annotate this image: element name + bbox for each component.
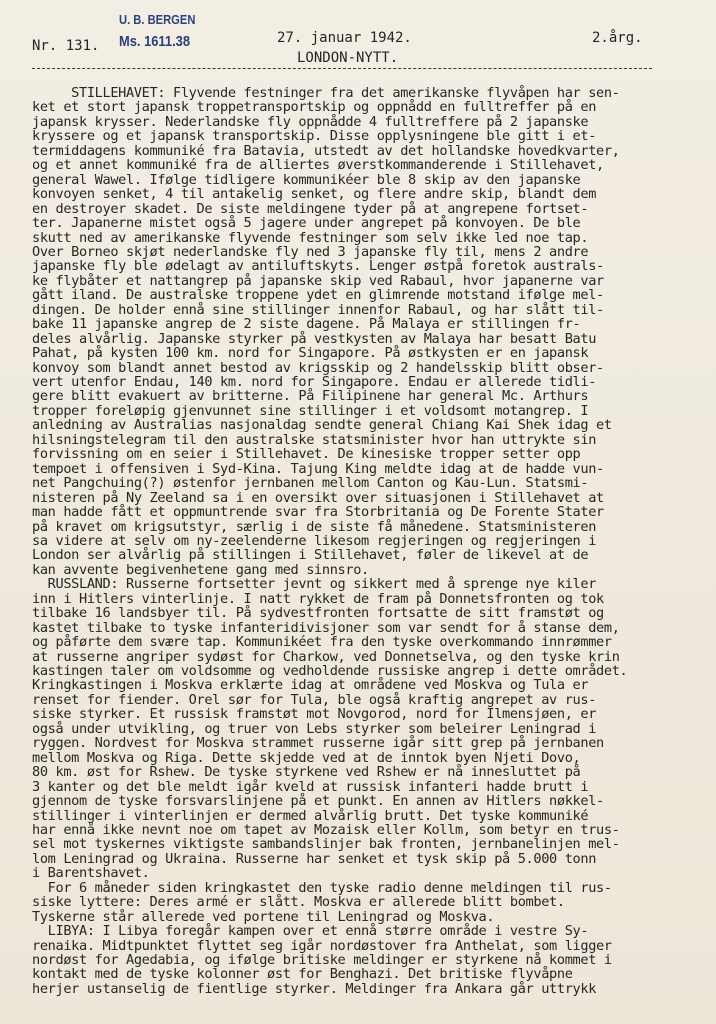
text-line: i Barentshavet. <box>32 865 150 882</box>
text-line: hilsningstelegram til den australske statsminister hvor han uttrykte sin <box>32 431 597 448</box>
text-line: siske lyttere: Deres armé er slått. Moskva er allerede blitt bombet. <box>32 894 565 911</box>
text-line: Tyskerne står allerede ved portene til Leningrad og Moskva. <box>32 908 495 925</box>
stamp-accession: Ms. 1611.38 <box>119 33 191 50</box>
text-line: inn i Hitlers vinterlinje. I natt rykket de fram på Donnetsfronten og tok <box>32 590 604 607</box>
text-line: bake 11 japanske angrep de 2 siste dagene. På Malaya er stillingen fr- <box>32 316 581 333</box>
text-line: herjer ustanselig de fientlige styrker. Meldinger fra Ankara går uttrykk <box>32 980 597 997</box>
text-line: dingen. De holder ennå sine stillinger innenfor Rabaul, og har slått til- <box>32 301 604 318</box>
text-line: har ennå ikke nevnt noe om tapet av Mozaisk eller Kollm, som betyr en trus- <box>32 821 620 838</box>
text-line: kastet tilbake to tyske infanteridivisjoner som var sendt for å stanse dem, <box>32 619 620 636</box>
text-line: og påførte dem svære tap. Kommunikéet fra den tyske overkommando innrømmer <box>32 634 612 651</box>
text-line: siske styrker. Et russisk framstøt mot Novgorod, nord for Ilmensjøen, er <box>32 706 597 723</box>
text-line: Kringkastingen i Moskva erklærte idag at områdene ved Moskva og Tula er <box>32 677 589 694</box>
text-line: vert utenfor Endau, 140 km. nord for Singapore. Endau er allerede tidli- <box>32 374 597 390</box>
text-line: kontakt med de tyske kolonner øst for Benghazi. Det britiske flyvåpne <box>32 966 573 983</box>
text-line: en destroyer skadet. De siste meldingene tyder på at angrepene fortset- <box>32 200 589 217</box>
text-line: kryssere og et japansk transportskip. Disse opplysningene ble gitt i et- <box>32 128 597 145</box>
text-line: nisteren på Ny Zeeland sa i en oversikt over situasjonen i Stillehavet at <box>32 489 604 506</box>
dashed-divider <box>32 68 652 69</box>
text-line: tropper foreløpig gjenvunnet sine stillinger i et voldsomt motangrep. I <box>32 402 589 419</box>
text-line: på kravet om krigsutstyr, særlig i de siste få månedene. Statsministeren <box>32 518 597 535</box>
text-line: Over Borneo skjøt nederlandske fly ned 3 japanske fly til, mens 2 andre <box>32 243 589 260</box>
text-line: ryggen. Nordvest for Moskva strammet russerne igår sitt grep på jernbanen <box>32 735 604 752</box>
text-line: renset for fiender. Orel sør for Tula, ble også kraftig angrepet av rus- <box>32 691 597 708</box>
text-line: at russerne angriper sydøst for Charkow, ved Donnetselva, og den tyske krin <box>32 648 620 665</box>
text-line: man hadde fått et oppmuntrende svar fra Storbritania og De Forente Stater <box>32 504 604 521</box>
issue-number: Nr. 131. <box>32 38 100 54</box>
text-line: 80 km. øst for Rshew. De tyske styrkene ved Rshew er nå innesluttet på <box>32 764 581 781</box>
publication-title: LONDON-NYTT. <box>297 50 399 66</box>
text-line: For 6 måneder siden kringkastet den tyske radio denne meldingen til rus- <box>32 879 612 896</box>
text-line: nordøst for Agedabia, og ifølge britiske meldinger er styrkene nå kommet i <box>32 952 612 968</box>
text-line: ket et stort japansk troppetransportskip og oppnådd en fulltreffer på en <box>32 99 597 116</box>
text-line: STILLEHAVET: Flyvende festninger fra det amerikanske flyvåpen har sen- <box>32 85 620 101</box>
text-line: kan avvente begivenhetene gang med sinnsro. <box>32 561 369 578</box>
text-line: deles alvårlig. Japanske styrker på vestkysten av Malaya har besatt Batu <box>32 330 597 347</box>
text-line: forvissning om en seier i Stillehavet. De kinesiske tropper setter opp <box>32 446 581 463</box>
text-line: Pahat, på kysten 100 km. nord for Singapore. På østkysten er en japansk <box>32 345 589 362</box>
text-line: konvoyen senket, 4 til antakelig senket, og flere andre skip, blandt dem <box>32 186 597 203</box>
text-line: renaika. Midtpunktet flyttet seg igår nordøstover fra Anthelat, som ligger <box>32 937 612 954</box>
text-line: konvoy som blandt annet bestod av krigsskip og 2 handelsskip blitt obser- <box>32 359 604 376</box>
text-line: termiddagens kommuniké fra Batavia, utstedt av det hollandske hovedkvarter, <box>32 142 620 159</box>
text-line: London ser alvårlig på stillingen i Stillehavet, føler de likevel at de <box>32 547 589 564</box>
text-line: sa videre at selv om ny-zeelenderne likesom regjeringen og regjeringen i <box>32 532 597 549</box>
text-line: japansk krysser. Nederlandske fly oppnådde 4 fulltreffere på 2 japanske <box>32 113 589 130</box>
text-line: skutt ned av amerikanske flyvende festninger som selv ikke led noe tap. <box>32 229 589 246</box>
library-stamp <box>119 12 196 50</box>
text-line: LIBYA: I Libya foregår kampen over et ennå større område i vestre Sy- <box>32 923 589 940</box>
issue-date: 27. januar 1942. <box>277 30 412 46</box>
text-line: gjennom de tyske forsvarslinjene på et punkt. En annen av Hitlers nøkkel- <box>32 793 604 810</box>
text-line: gere blitt evakuert av britterne. På Filipinene har general Mc. Arthurs <box>32 388 589 405</box>
text-line: lom Leningrad og Ukraina. Russerne har senket et tysk skip på 5.000 tonn <box>32 850 597 867</box>
text-line: mellom Moskva og Riga. Dette skjedde ved at de inntok byen Njeti Dovo, <box>32 749 581 766</box>
text-line: ke flybåter et nattangrep på japanske skip ved Rabaul, hvor japanerne var <box>32 272 604 289</box>
text-line: tilbake 16 landsbyer til. På sydvestfronten fortsatte de sitt framstøt og <box>32 605 604 622</box>
stamp-archive: U. B. BERGEN <box>119 12 196 27</box>
text-line: japanske fly ble ødelagt av antiluftskyts. Lenger østpå foretok australs- <box>32 258 604 275</box>
text-line: general Wawel. Ifølge tidligere kommunikéer ble 8 skip av den japanske <box>32 171 581 188</box>
text-line: gått iland. De australske troppene ydet en glimrende motstand ifølge mel- <box>32 287 604 304</box>
volume-label: 2.årg. <box>592 30 643 46</box>
text-line: sel mot tyskernes viktigste sambandslinjer bak fronten, jernbanelinjen mel- <box>32 836 620 853</box>
text-line: anledning av Australias nasjonaldag sendte general Chiang Kai Shek idag et <box>32 417 612 434</box>
text-line: også under utvikling, og truer von Lebs styrker som beleirer Leningrad i <box>32 720 597 737</box>
text-line: og et annet kommuniké fra de alliertes øverstkommanderende i Stillehavet, <box>32 157 604 174</box>
text-line: 3 kanter og det ble meldt igår kveld at russisk infanteri hadde brutt i <box>32 778 589 795</box>
text-line: RUSSLAND: Russerne fortsetter jevnt og sikkert med å sprenge nye kiler <box>32 576 597 593</box>
text-line: stillinger i vinterlinjen er dermed alvårlig brutt. Det tyske kommuniké <box>32 807 589 824</box>
text-line: tempoet i offensiven i Syd-Kina. Tajung King meldte idag at de hadde vun- <box>32 460 604 477</box>
text-line: ter. Japanerne mistet også 5 jagere under angrepet på konvoyen. De ble <box>32 215 581 232</box>
text-line: net Pangchuing(?) østenfor jernbanen mellom Canton og Kau-Lun. Statsmi- <box>32 475 589 492</box>
text-line: kastingen taler om voldsomme og vedholdende russiske angrep i dette området. <box>32 663 628 679</box>
